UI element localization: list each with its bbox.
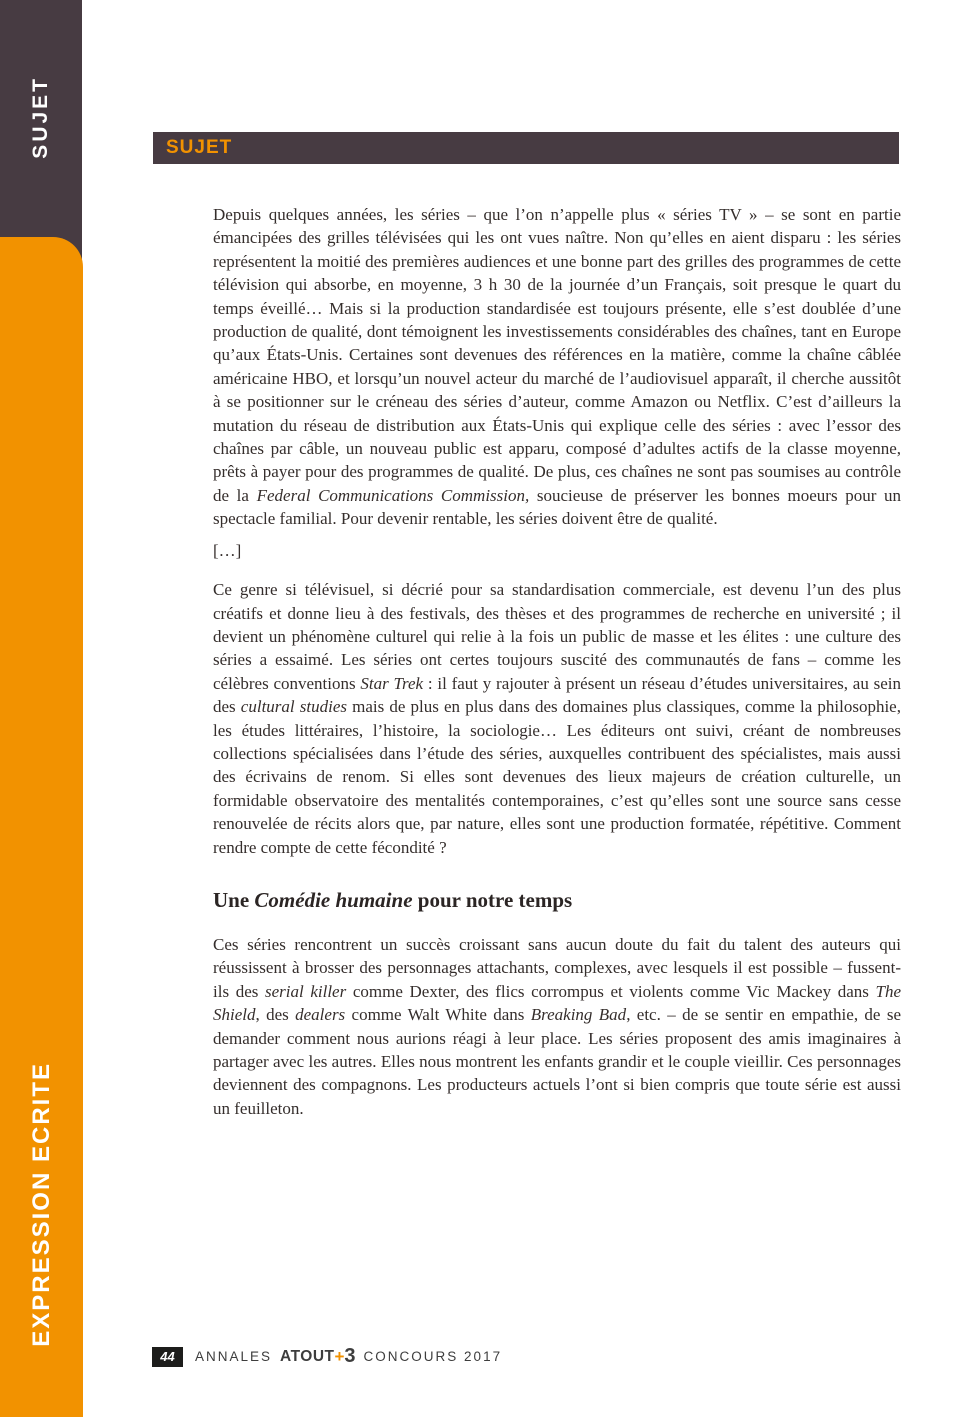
section-header-bar	[153, 132, 899, 164]
footer-brand	[195, 1345, 502, 1368]
sidebar-bottom	[0, 237, 83, 1417]
sidebar-top-label: SUJET	[29, 76, 52, 159]
article	[213, 203, 901, 1120]
sidebar-bottom-label: EXPRESSION ECRITE	[27, 1062, 55, 1347]
paragraph-2: Ce genre si télévisuel, si décrié pour sa standardisation commerciale, est devenu l’un des plus créatifs et donne lieu à des festivals, des thèses et des programmes de recherche en université ; il devient un phénomène culturel qui relie à la fois un public de masse et les élites : une culture des séries a essaimé. Les séries ont certes toujours suscité des communautés de fans – comme les célèbres conventions Star Trek : il faut y rajouter à présent un réseau d’études universitaires, au sein des cultural studies mais de plus en plus dans des domaines plus classiques, comme la philosophie, les études littéraires, l’histoire, la sociologie… Les éditeurs ont suivi, créant de nombreuses collections spécialisées dans l’étude des séries, auxquelles contribuent des spécialistes, mais aussi des écrivains de renom. Si elles sont devenues des lieux majeurs de création culturelle, un formidable observatoire des mentalités contemporaines, c’est qu’elles sont une source sans cesse renouvelée de récits alors que, par nature, elles sont une production formatée, répétitive. Comment rendre compte de cette fécondité ?	[213, 580, 901, 857]
paragraph-1: Depuis quelques années, les séries – que l’on n’appelle plus « séries TV » – se sont en partie émancipées des grilles télévisées qui les ont vues naître. Non qu’elles en aient disparu : les séries représentent la moitié des premières audiences et une bonne part des grilles des programmes de cette télévision qui absorbe, en moyenne, 3 h 30 de la journée d’un Français, soit presque le quart du temps éveillé… Mais si la production standardisée est toujours présente, elle s’est doublée d’une production de qualité, dont témoignent les investissements considérables des chaînes, tant en Europe qu’aux États-Unis. Certaines sont devenues des références en la matière, comme la chaîne câblée américaine HBO, et lorsqu’un nouvel acteur du marché de l’audiovisuel apparaît, il cherche aussitôt à se positionner sur le créneau des séries d’auteur, comme Amazon ou Netflix. C’est d’ailleurs la mutation du réseau de distribution aux États-Unis qui explique celle des séries : avec l’essor des chaînes par câble, un nouveau public est apparu, composé d’adultes actifs de la classe moyenne, prêts à payer pour des programmes de qualité. De plus, ces chaînes ne sont pas soumises au contrôle de la Federal Communications Commission, soucieuse de préserver les bonnes moeurs pour un spectacle familial. Pour devenir rentable, les séries doivent être de qualité.	[213, 205, 901, 529]
section-header-title: SUJET	[166, 137, 233, 158]
brand-plus: +	[334, 1346, 345, 1366]
section-heading: Une Comédie humaine pour notre temps	[213, 887, 573, 912]
brand-annales: ANNALES	[195, 1349, 273, 1364]
sidebar-top-label-wrap	[0, 0, 82, 235]
paragraph-3: Ces séries rencontrent un succès croissant sans aucun doute du fait du talent des auteurs qui réussissent à brosser des personnages attachants, complexes, avec lesquels il est possible – fussent-ils des serial killer comme Dexter, des flics corrompus et violents comme Vic Mackey dans The Shield, des dealers comme Walt White dans Breaking Bad, etc. – de se sentir en empathie, de se demander comment nous aurions réagi à leur place. Les séries proposent des amis imaginaires à partager avec les autres. Elles nous montrent les enfants grandir et le couple vieillir. Ces personnages deviennent des compagnons. Les producteurs actuels l’ont si bien compris que toute série est aussi un feuilleton.	[213, 934, 901, 1118]
page-number: 44	[160, 1349, 175, 1364]
brand-concours: CONCOURS 2017	[363, 1349, 503, 1364]
sidebar-top	[0, 0, 82, 263]
paragraph-ellipsis: […]	[213, 540, 242, 560]
brand-atout: ATOUT	[280, 1347, 335, 1365]
brand-three: 3	[344, 1345, 356, 1367]
page-number-badge	[152, 1347, 183, 1367]
footer	[152, 1345, 502, 1368]
